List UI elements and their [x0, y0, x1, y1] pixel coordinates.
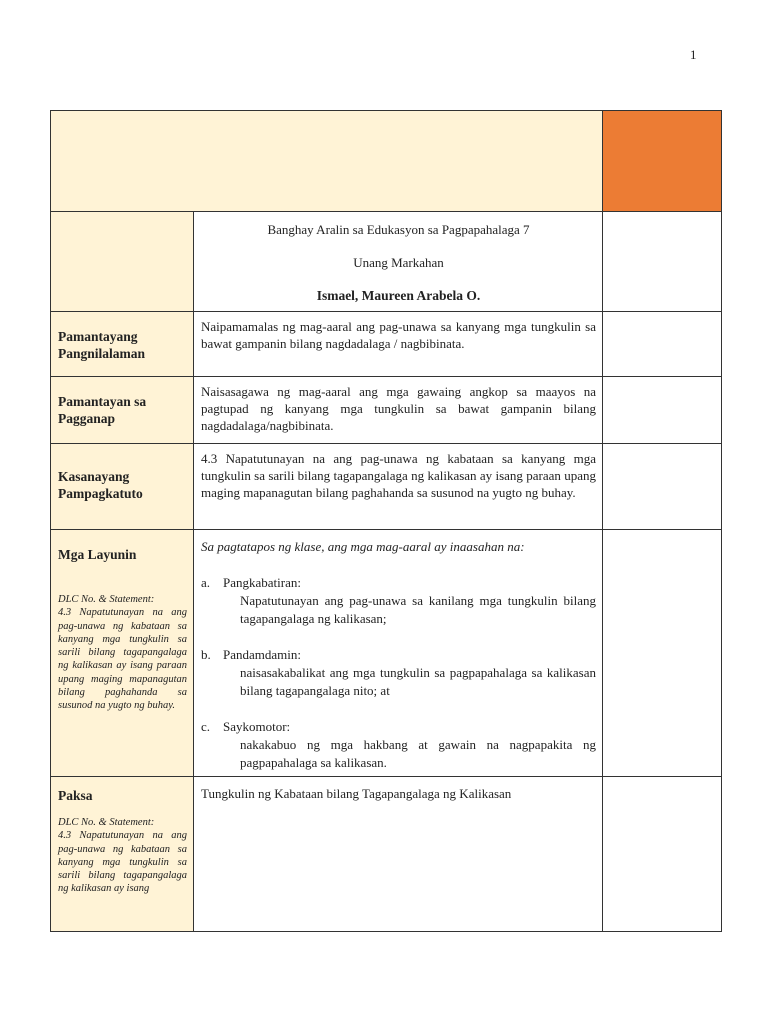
lesson-title: Banghay Aralin sa Edukasyon sa Pagpapahalaga 7: [267, 222, 530, 237]
pamantayang-side-cell: [603, 312, 722, 377]
objective-text: naisasakabalikat ang mga tungkulin sa pagpapahalaga sa kalikasan bilang tagapangalaga nito; at: [240, 665, 596, 698]
layunin-side-cell: [603, 530, 722, 777]
pamantayang-content: Naipamamalas ng mag-aaral ang pag-unawa sa kanyang mga tungkulin sa bawat gampanin bilang nagdadalaga / nagbibinata.: [194, 312, 603, 377]
title-row: [51, 212, 722, 312]
paksa-label: Paksa: [58, 788, 93, 803]
pamantayang-label: Pamantayang Pangnilalaman: [58, 329, 146, 361]
layunin-label-cell: [51, 530, 194, 777]
paksa-content: Tungkulin ng Kabataan bilang Tagapangalaga ng Kalikasan: [194, 777, 603, 932]
objective-text: nakakabuo ng mga hakbang at gawain na nagpapakita ng pagpapahalaga sa kalikasan.: [240, 737, 596, 770]
kasanayan-side-cell: [603, 444, 722, 530]
page-number: 1: [690, 47, 697, 62]
layunin-row: [51, 530, 722, 777]
kasanayan-label-cell: [51, 444, 194, 530]
pamantayang-label-cell: [51, 312, 194, 377]
kasanayan-content: 4.3 Napatutunayan na ang pag-unawa ng kabataan sa kanyang mga tungkulin sa sarili bilang tagapangalaga ng kalikasan ay isang paraan upang maging mapanagutan bilang paghahanda sa susunod na yugto ng buhay.: [194, 444, 603, 530]
layunin-label: Mga Layunin: [58, 547, 137, 562]
pagganap-content: Naisasagawa ng mag-aaral ang mga gawaing angkop sa maayos na pagtupad ng kanyang mga tungkulin sa bawat gampanin bilang nagdadalaga/nagbibinata.: [194, 377, 603, 444]
quarter-label: Unang Markahan: [353, 255, 444, 270]
objective-title: Pangkabatiran:: [223, 575, 301, 590]
paksa-dlc-text: 4.3 Napatutunayan na ang pag-unawa ng kabataan sa kanyang mga tungkulin sa sarili bilang tagapangalaga ng kalikasan ay isang: [58, 830, 187, 895]
objective-title: Saykomotor:: [223, 719, 291, 734]
kasanayan-label: Kasanayang Pampagkatuto: [58, 469, 143, 501]
objective-item-b: [201, 646, 596, 700]
objective-letter: a.: [201, 575, 211, 590]
pagganap-label-cell: [51, 377, 194, 444]
paksa-label-cell: [51, 777, 194, 932]
paksa-row: [51, 777, 722, 932]
objective-title: Pandamdamin:: [223, 647, 301, 662]
title-label-cell: [51, 212, 194, 312]
paksa-dlc-heading: DLC No. & Statement:: [58, 817, 155, 828]
pagganap-label: Pamantayan sa Pagganap: [58, 394, 147, 426]
layunin-dlc-heading: DLC No. & Statement:: [58, 594, 155, 605]
header-accent-block: [603, 111, 722, 212]
author-name: Ismael, Maureen Arabela O.: [316, 288, 481, 303]
objective-text: Napatutunayan ang pag-unawa sa kanilang mga tungkulin bilang tagapangalaga ng kalikasan;: [240, 593, 596, 626]
paksa-side-cell: [603, 777, 722, 932]
objective-letter: c.: [201, 719, 211, 734]
header-banner: [51, 111, 603, 212]
lesson-plan-table: [50, 110, 721, 932]
pagganap-row: [51, 377, 722, 444]
pagganap-side-cell: [603, 377, 722, 444]
header-row: [51, 111, 722, 212]
layunin-content: [194, 530, 603, 777]
layunin-dlc-text: 4.3 Napatutunayan na ang pag-unawa ng kabataan sa kanyang mga tungkulin sa sarili bilang tagapangalaga ng kalikasan ay isang paraan upang maging mapanagutan bilang paghahanda sa susunod na yugto ng buhay.: [58, 607, 187, 712]
pamantayang-row: [51, 312, 722, 377]
layunin-intro: Sa pagtatapos ng klase, ang mga mag-aaral ay inaasahan na:: [201, 539, 525, 554]
objective-item-c: [201, 718, 596, 772]
objective-letter: b.: [201, 647, 211, 662]
kasanayan-row: [51, 444, 722, 530]
objective-item-a: [201, 574, 596, 628]
title-side-cell: [603, 212, 722, 312]
title-cell: [194, 212, 603, 312]
